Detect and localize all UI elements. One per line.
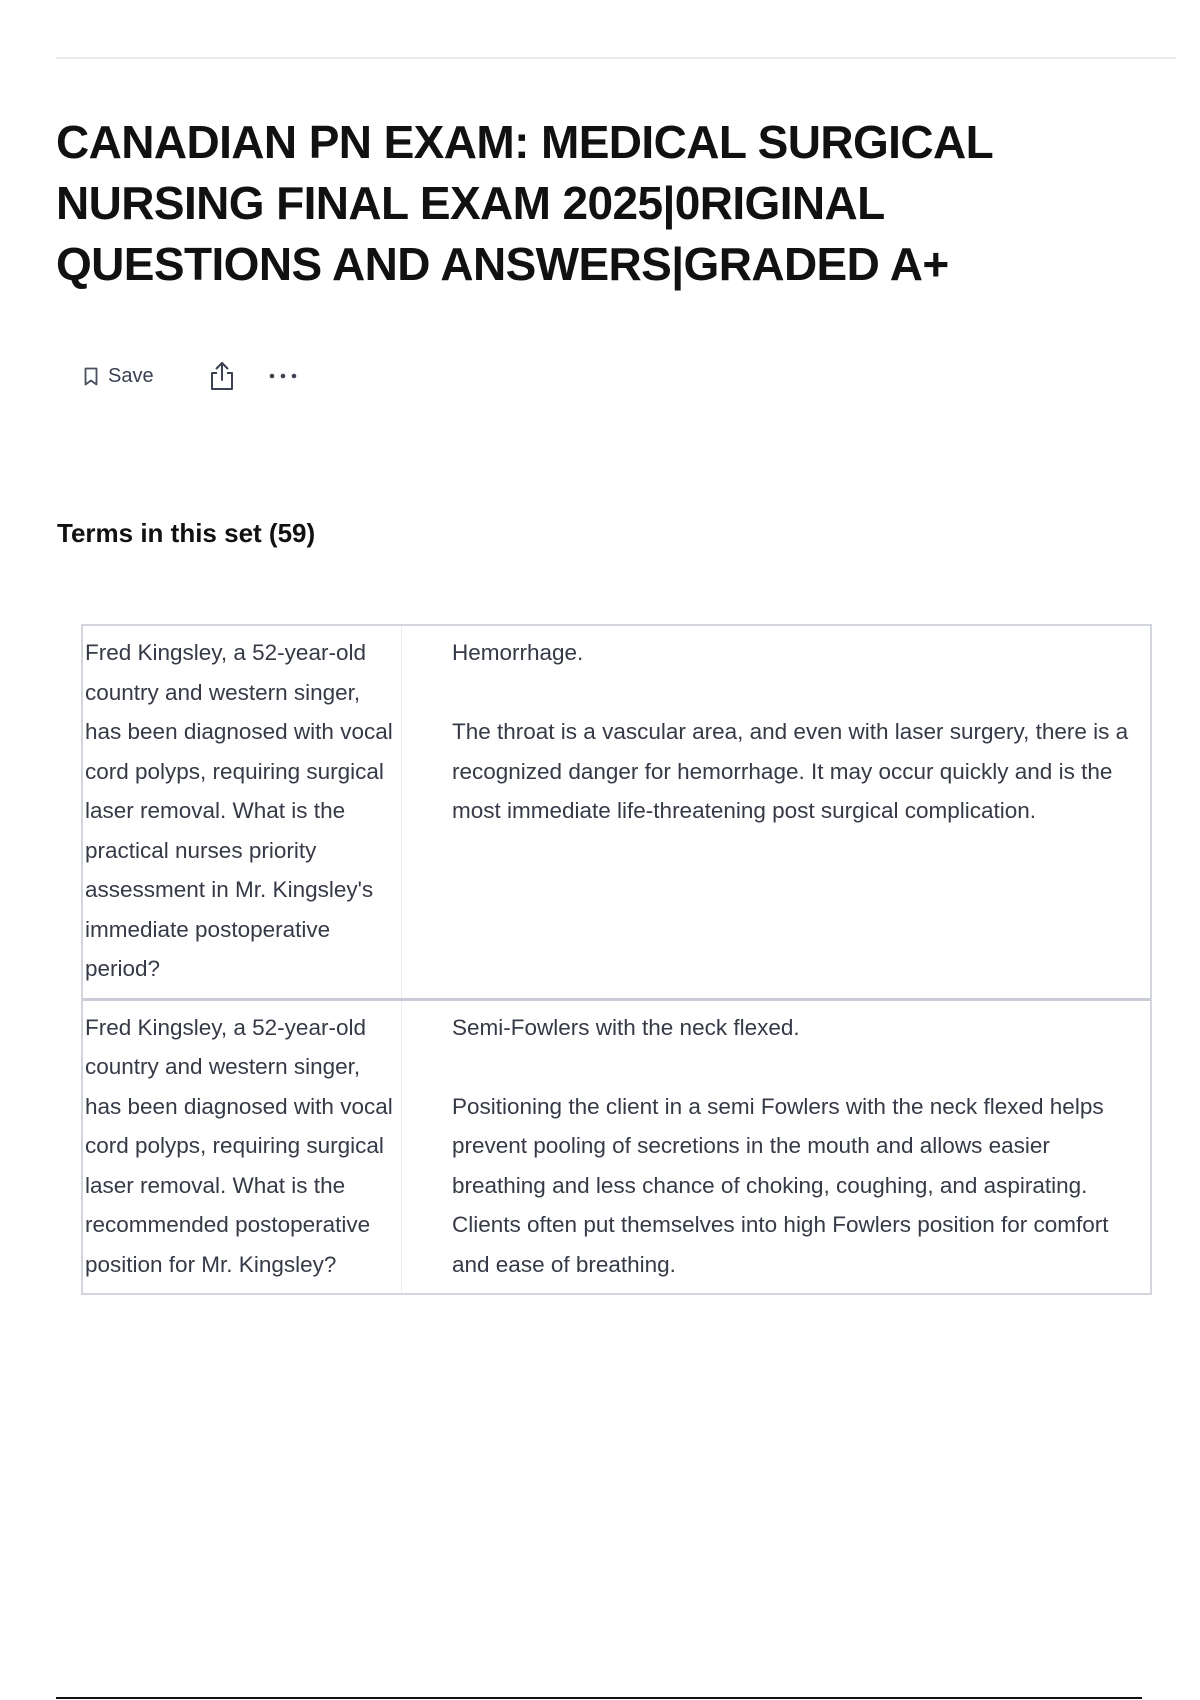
save-button[interactable] bbox=[84, 365, 154, 388]
definition-answer: Hemorrhage. bbox=[452, 640, 584, 665]
term-definition bbox=[402, 626, 1150, 998]
term-row bbox=[83, 626, 1150, 1001]
bottom-divider bbox=[56, 1697, 1142, 1699]
bookmark-icon bbox=[84, 367, 98, 386]
page-title: CANADIAN PN EXAM: MEDICAL SURGICAL NURSING FINAL EXAM 2025|0RIGINAL QUESTIONS AND ANSWERS|GRADED A+ bbox=[56, 116, 993, 290]
term-row bbox=[83, 1001, 1150, 1294]
definition-rationale: Positioning the client in a semi Fowlers with the neck flexed helps prevent pooling of secretions in the mouth and allows easier breathing and less chance of choking, coughing, and aspirating. Clients often put themselves into high Fowlers position for comfort and ease of breathing. bbox=[452, 1093, 1109, 1277]
term-definition bbox=[402, 1001, 1150, 1294]
save-label: Save bbox=[108, 364, 154, 387]
share-button[interactable] bbox=[208, 361, 236, 391]
definition-answer: Semi-Fowlers with the neck flexed. bbox=[452, 1014, 800, 1040]
share-icon bbox=[208, 361, 236, 391]
action-toolbar bbox=[84, 356, 298, 396]
more-dots-icon bbox=[268, 372, 298, 380]
more-options-button[interactable] bbox=[268, 372, 298, 380]
definition-rationale: The throat is a vascular area, and even with laser surgery, there is a recognized danger for hemorrhage. It may occur quickly and is the most immediate life-threatening post surgical complication. bbox=[452, 719, 1129, 823]
top-divider bbox=[56, 57, 1176, 59]
term-question: Fred Kingsley, a 52-year-old country and western singer, has been diagnosed with vocal cord polyps, requiring surgical laser removal. What is the recommended postoperative position for Mr. Kingsley? bbox=[83, 1001, 402, 1294]
terms-heading: Terms in this set (59) bbox=[57, 518, 316, 548]
term-question: Fred Kingsley, a 52-year-old country and western singer, has been diagnosed with vocal cord polyps, requiring surgical laser removal. What is the practical nurses priority assessment in Mr. Kingsley's immediate postoperative period? bbox=[83, 626, 402, 998]
terms-table bbox=[81, 624, 1152, 1295]
